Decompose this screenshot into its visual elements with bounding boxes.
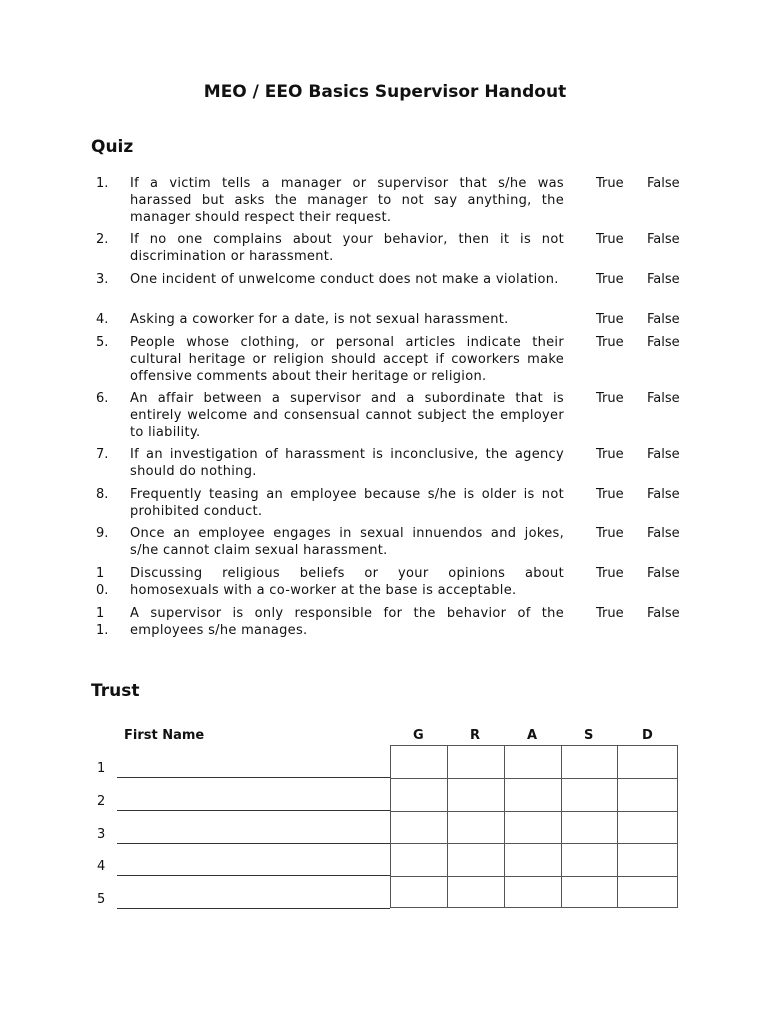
- first-name-line[interactable]: [117, 843, 390, 844]
- quiz-item-text: Frequently teasing an employee because s/he is older is not prohibited conduct.: [130, 487, 564, 519]
- false-option[interactable]: False: [647, 606, 680, 621]
- quiz-item-text: If a victim tells a manager or supervisor that s/he was harassed but asks the manager to not say anything, the manager should respect their request.: [130, 176, 564, 225]
- grid-divider: [447, 746, 448, 907]
- true-option[interactable]: True: [596, 312, 624, 327]
- row-number: 2: [97, 794, 106, 809]
- column-header-d: D: [642, 728, 653, 743]
- quiz-item-text: A supervisor is only responsible for the behavior of the employees s/he manages.: [130, 606, 564, 638]
- quiz-item-number: 1.: [96, 176, 109, 191]
- quiz-item-number: 6.: [96, 391, 109, 406]
- false-option[interactable]: False: [647, 335, 680, 350]
- true-option[interactable]: True: [596, 272, 624, 287]
- grid-divider: [391, 811, 677, 812]
- quiz-item-number: 1 1.: [96, 606, 109, 638]
- first-name-header: First Name: [124, 728, 205, 743]
- quiz-item-text: Discussing religious beliefs or your opinions about homosexuals with a co-worker at the base is acceptable.: [130, 566, 564, 598]
- false-option[interactable]: False: [647, 566, 680, 581]
- row-number: 1: [97, 761, 106, 776]
- false-option[interactable]: False: [647, 312, 680, 327]
- page-title: MEO / EEO Basics Supervisor Handout: [203, 82, 567, 102]
- false-option[interactable]: False: [647, 447, 680, 462]
- quiz-item-text: People whose clothing, or personal articles indicate their cultural heritage or religion should accept if coworkers make offensive comments about their heritage or religion.: [130, 335, 564, 384]
- quiz-item-number: 2.: [96, 232, 109, 247]
- rating-grid[interactable]: [390, 745, 678, 908]
- true-option[interactable]: True: [596, 606, 624, 621]
- column-header-r: R: [470, 728, 481, 743]
- quiz-heading: Quiz: [91, 137, 134, 157]
- quiz-item-text: If no one complains about your behavior, then it is not discrimination or harassment.: [130, 232, 564, 264]
- grid-divider: [391, 843, 677, 844]
- true-option[interactable]: True: [596, 447, 624, 462]
- row-number: 4: [97, 859, 106, 874]
- true-option[interactable]: True: [596, 176, 624, 191]
- column-header-s: S: [584, 728, 594, 743]
- first-name-line[interactable]: [117, 908, 390, 909]
- quiz-item-number: 1 0.: [96, 566, 109, 598]
- first-name-line[interactable]: [117, 875, 390, 876]
- quiz-item-number: 9.: [96, 526, 109, 541]
- grid-divider: [617, 746, 618, 907]
- row-number: 3: [97, 827, 106, 842]
- grid-divider: [391, 778, 677, 779]
- false-option[interactable]: False: [647, 272, 680, 287]
- false-option[interactable]: False: [647, 232, 680, 247]
- quiz-item-text: If an investigation of harassment is inconclusive, the agency should do nothing.: [130, 447, 564, 479]
- column-header-a: A: [527, 728, 538, 743]
- quiz-item-text: Asking a coworker for a date, is not sexual harassment.: [130, 312, 509, 327]
- first-name-line[interactable]: [117, 810, 390, 811]
- true-option[interactable]: True: [596, 391, 624, 406]
- true-option[interactable]: True: [596, 526, 624, 541]
- grid-divider: [504, 746, 505, 907]
- quiz-item-text: An affair between a supervisor and a subordinate that is entirely welcome and consensual cannot subject the employer to liability.: [130, 391, 564, 440]
- quiz-item-number: 4.: [96, 312, 109, 327]
- false-option[interactable]: False: [647, 391, 680, 406]
- false-option[interactable]: False: [647, 526, 680, 541]
- grid-divider: [561, 746, 562, 907]
- true-option[interactable]: True: [596, 232, 624, 247]
- row-number: 5: [97, 892, 106, 907]
- quiz-item-number: 7.: [96, 447, 109, 462]
- false-option[interactable]: False: [647, 487, 680, 502]
- false-option[interactable]: False: [647, 176, 680, 191]
- true-option[interactable]: True: [596, 335, 624, 350]
- trust-heading: Trust: [91, 681, 140, 701]
- quiz-item-text: One incident of unwelcome conduct does not make a violation.: [130, 272, 559, 287]
- first-name-line[interactable]: [117, 777, 390, 778]
- column-header-g: G: [413, 728, 424, 743]
- grid-divider: [391, 876, 677, 877]
- quiz-item-number: 5.: [96, 335, 109, 350]
- quiz-item-text: Once an employee engages in sexual innuendos and jokes, s/he cannot claim sexual harassment.: [130, 526, 564, 558]
- true-option[interactable]: True: [596, 487, 624, 502]
- quiz-item-number: 3.: [96, 272, 109, 287]
- quiz-item-number: 8.: [96, 487, 109, 502]
- true-option[interactable]: True: [596, 566, 624, 581]
